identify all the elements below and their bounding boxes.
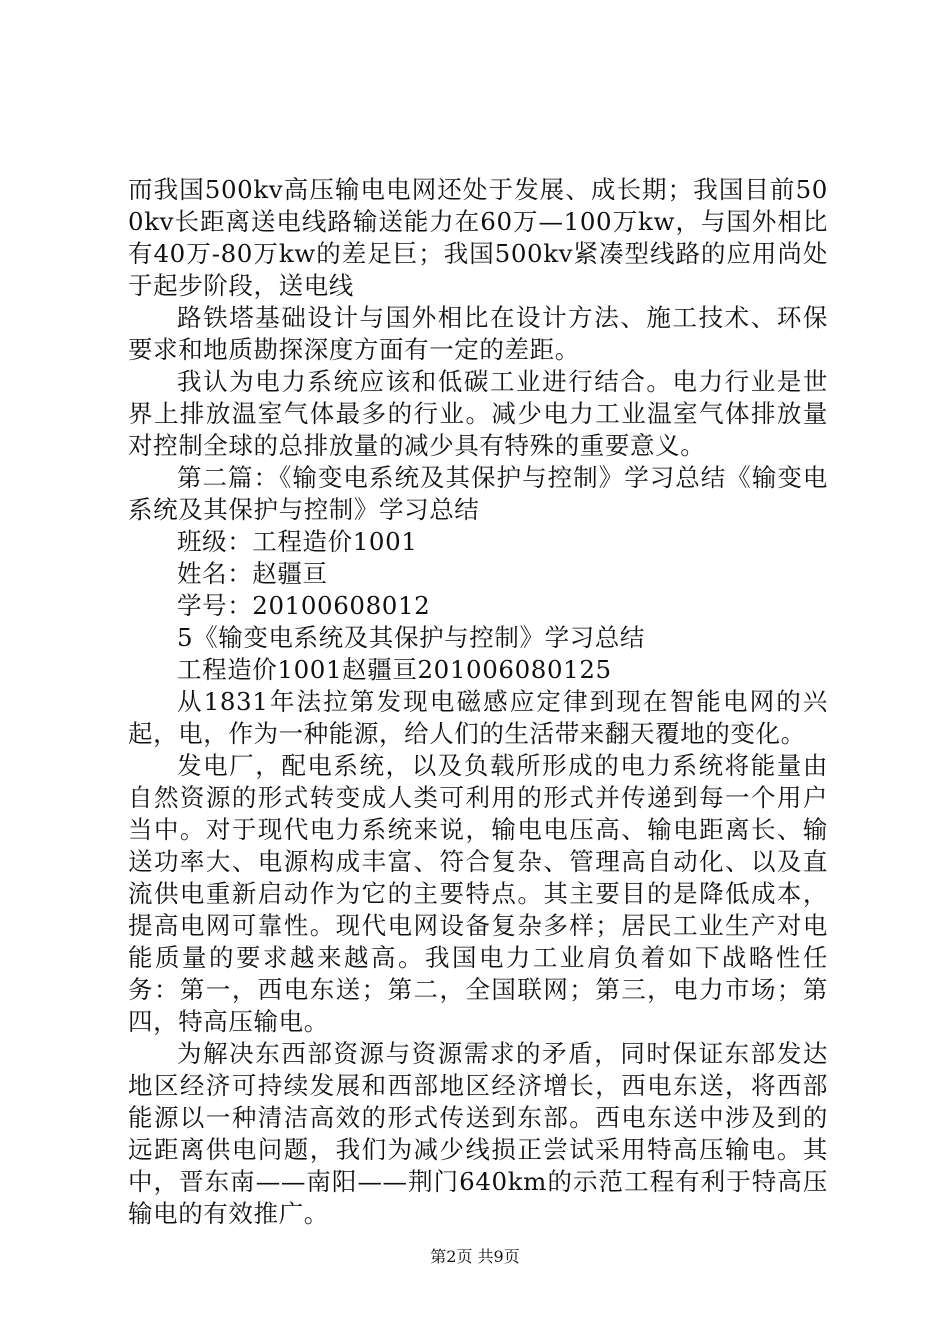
paragraph: 为解决东西部资源与资源需求的矛盾，同时保证东部发达地区经济可持续发展和西部地区经济增长，西电东送，将西部能源以一种清洁高效的形式传送到东部。西电东送中涉及到的远距离供电问题，我们为减少线损正尝试采用特高压输电。其中，晋东南——南阳——荆门640km的示范工程有利于特高压输电的有效推广。 [128, 1039, 828, 1228]
student-id-line: 学号：20100608012 [177, 591, 431, 620]
summary-title: 5《输变电系统及其保护与控制》学习总结 [177, 623, 645, 652]
document-body [128, 174, 828, 1230]
paragraph: 从1831年法拉第发现电磁感应定律到现在智能电网的兴起，电，作为一种能源，给人们的生活带来翻天覆地的变化。 [128, 687, 828, 748]
author-line: 工程造价1001赵疆亘201006080125 [177, 655, 612, 684]
paragraph: 发电厂，配电系统，以及负载所形成的电力系统将能量由自然资源的形式转变成人类可利用的形式并传递到每一个用户当中。对于现代电力系统来说，输电电压高、输电距离长、输送功率大、电源构成丰富、符合复杂、管理高自动化、以及直流供电重新启动作为它的主要特点。其主要目的是降低成本，提高电网可靠性。现代电网设备复杂多样；居民工业生产对电能质量的要求越来越高。我国电力工业肩负着如下战略性任务：第一，西电东送；第二，全国联网；第三，电力市场；第四，特高压输电。 [128, 751, 828, 1036]
class-line: 班级：工程造价1001 [177, 527, 418, 556]
paragraph: 路铁塔基础设计与国外相比在设计方法、施工技术、环保要求和地质勘探深度方面有一定的差距。 [128, 303, 828, 364]
paragraph: 而我国500kv高压输电电网还处于发展、成长期；我国目前500kv长距离送电线路输送能力在60万—100万kw，与国外相比有40万-80万kw的差足巨；我国500kv紧凑型线路的应用尚处于起步阶段，送电线 [128, 175, 828, 300]
name-line: 姓名：赵疆亘 [177, 559, 328, 588]
section-heading: 第二篇：《输变电系统及其保护与控制》学习总结《输变电系统及其保护与控制》学习总结 [128, 463, 828, 524]
paragraph: 我认为电力系统应该和低碳工业进行结合。电力行业是世界上排放温室气体最多的行业。减少电力工业温室气体排放量对控制全球的总排放量的减少具有特殊的重要意义。 [128, 367, 828, 460]
page-footer: 第2页 共9页 [430, 1247, 520, 1266]
